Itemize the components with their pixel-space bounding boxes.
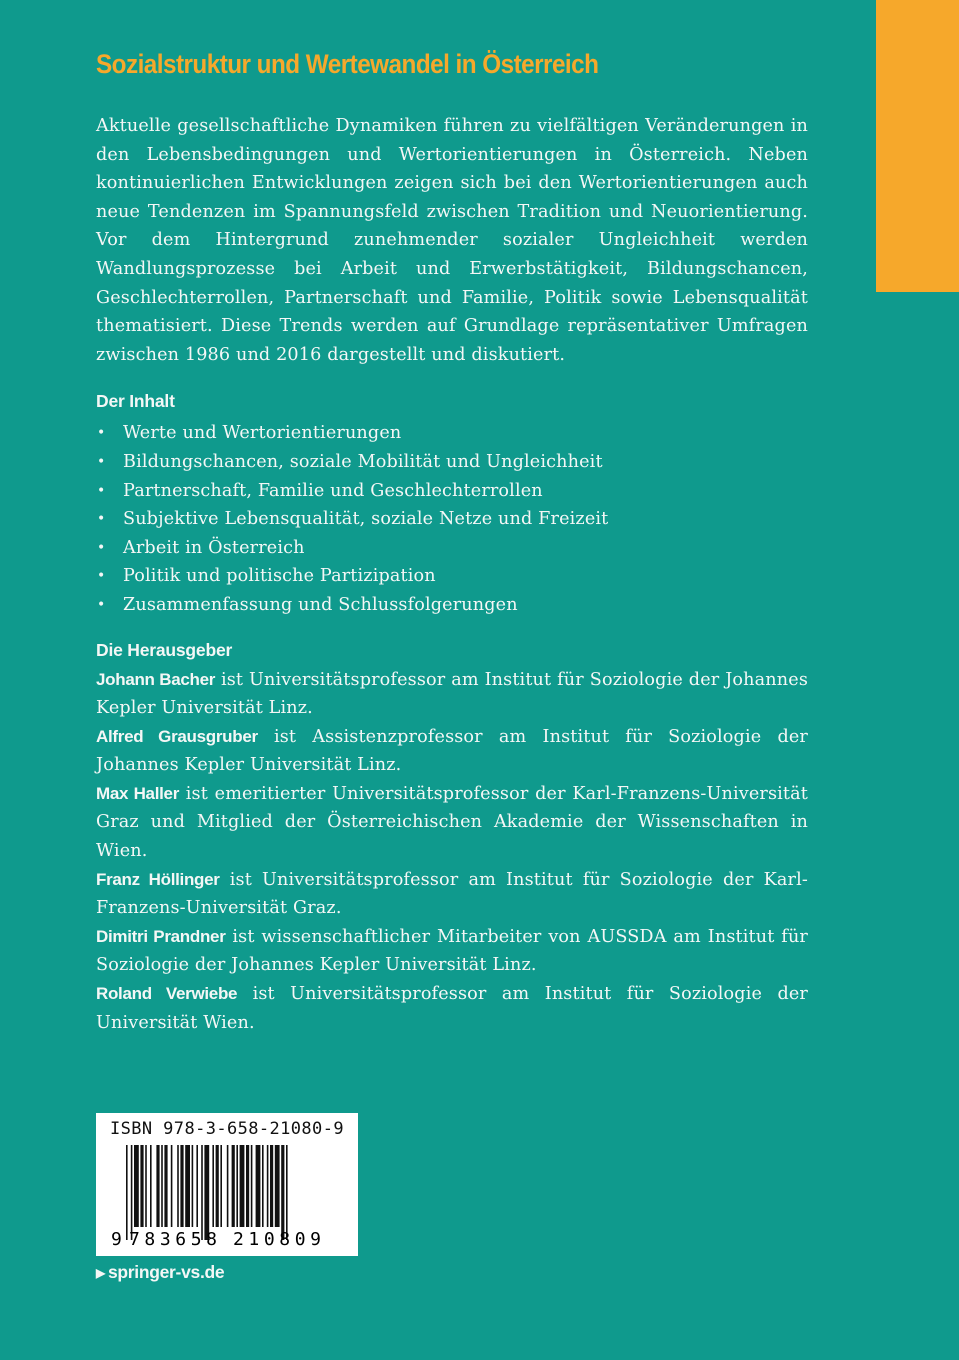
intro-paragraph: Aktuelle gesellschaftliche Dynamiken führen zu vielfältigen Veränderungen in den Lebensbedingungen und Wertorientierungen in Österreich. Neben kontinuierlichen Entwicklungen zeigen sich bei den Wertorientierungen auch neue Tendenzen im Spannungsfeld zwischen Tradition und Neuorientierung. Vor dem Hintergrund zunehmender sozialer Ungleichheit werden Wandlungsprozesse bei Arbeit und Erwerbstätigkeit, Bildungschancen, Geschlechterrollen, Partnerschaft und Familie, Politik sowie Lebensqualität thematisiert. Diese Trends werden auf Grundlage repräsentativer Umfragen zwischen 1986 und 2016 dargestellt und diskutiert. bbox=[96, 116, 808, 365]
editor-name: Alfred Grausgruber bbox=[96, 726, 258, 746]
editor-bio bbox=[96, 666, 808, 723]
editor-description: ist Assistenzprofessor am Institut für Soziologie der Johannes Kepler Universität Linz. bbox=[96, 726, 808, 776]
bullet-icon: • bbox=[97, 539, 106, 556]
bullet-icon: • bbox=[97, 568, 106, 585]
barcode-bar bbox=[180, 1145, 183, 1227]
editor-description: ist Universitätsprofessor am Institut für Soziologie der Johannes Kepler Universität Linz. bbox=[96, 669, 809, 719]
contents-heading: Der Inhalt bbox=[96, 391, 175, 412]
bullet-icon: • bbox=[97, 482, 106, 499]
list-item bbox=[96, 534, 808, 563]
barcode-bar bbox=[131, 1145, 133, 1240]
barcode-bar bbox=[156, 1145, 159, 1227]
editor-bio bbox=[96, 723, 808, 780]
editor-name: Johann Bacher bbox=[96, 669, 216, 689]
list-item-text: Werte und Wertorientierungen bbox=[123, 423, 402, 444]
barcode-bar bbox=[185, 1145, 190, 1227]
list-item bbox=[96, 477, 808, 506]
barcode-bar bbox=[236, 1145, 238, 1227]
arrow-right-icon: ▶ bbox=[96, 1266, 105, 1280]
editor-description: ist wissenschaftlicher Mitarbeiter von AUSSDA am Institut für Soziologie der Johannes Kepler Universität Linz. bbox=[96, 926, 808, 976]
barcode-bar bbox=[140, 1145, 143, 1227]
barcode-bar bbox=[246, 1145, 249, 1227]
editor-name: Dimitri Prandner bbox=[96, 926, 226, 946]
barcode-bar bbox=[267, 1145, 269, 1227]
bullet-icon: • bbox=[97, 511, 106, 528]
editor-description: ist Universitätsprofessor am Institut für Soziologie der Universität Wien. bbox=[96, 984, 808, 1033]
barcode-bar bbox=[161, 1145, 163, 1227]
barcode-bar bbox=[204, 1145, 209, 1240]
barcode-bar bbox=[262, 1145, 264, 1227]
barcode-bar bbox=[256, 1145, 261, 1227]
barcode-digit-lead: 9 bbox=[111, 1229, 122, 1250]
barcode-bar bbox=[281, 1145, 284, 1240]
bullet-icon: • bbox=[97, 425, 106, 442]
book-title: Sozialstruktur und Wertewandel in Österreich bbox=[96, 49, 599, 79]
isbn-barcode bbox=[96, 1113, 358, 1256]
list-item bbox=[96, 591, 808, 620]
barcode-bar bbox=[286, 1145, 288, 1240]
editor-description: ist emeritierter Universitätsprofessor der Karl-Franzens-Universität Graz und Mitglied der Österreichischen Akademie der Wissenschaften in Wien. bbox=[96, 783, 809, 862]
list-item-text: Zusammenfassung und Schlussfolgerungen bbox=[123, 594, 518, 615]
barcode-bar bbox=[192, 1145, 194, 1227]
barcode-bar bbox=[275, 1145, 280, 1227]
editor-bio bbox=[96, 780, 808, 866]
barcode-bar bbox=[177, 1145, 179, 1227]
publisher-url: springer-vs.de bbox=[107, 1262, 225, 1282]
barcode-bar bbox=[240, 1145, 245, 1227]
barcode-bar bbox=[145, 1145, 147, 1227]
editor-bio bbox=[96, 980, 808, 1037]
list-item bbox=[96, 562, 808, 591]
publisher-link[interactable] bbox=[96, 1262, 224, 1283]
list-item-text: Partnerschaft, Familie und Geschlechterrollen bbox=[123, 480, 543, 501]
editors-heading: Die Herausgeber bbox=[96, 639, 233, 660]
barcode-bar bbox=[220, 1145, 222, 1227]
barcode-bar bbox=[171, 1145, 173, 1227]
accent-bar bbox=[876, 0, 959, 292]
barcode-bar bbox=[270, 1145, 273, 1227]
list-item bbox=[96, 505, 808, 534]
barcode-digits-right: 210809 bbox=[233, 1229, 321, 1250]
barcode-image bbox=[96, 1113, 358, 1256]
list-item-text: Arbeit in Österreich bbox=[123, 537, 305, 558]
editor-name: Max Haller bbox=[96, 783, 180, 803]
list-item bbox=[96, 448, 808, 477]
barcode-bar bbox=[212, 1145, 214, 1227]
bullet-icon: • bbox=[97, 453, 106, 470]
barcode-bar bbox=[164, 1145, 167, 1227]
barcode-bar bbox=[201, 1145, 203, 1240]
barcode-digits-left: 783658 bbox=[129, 1229, 217, 1250]
list-item-text: Bildungschancen, soziale Mobilität und Ungleichheit bbox=[123, 451, 603, 472]
barcode-bar bbox=[134, 1145, 139, 1227]
list-item-text: Subjektive Lebensqualität, soziale Netze und Freizeit bbox=[123, 509, 609, 530]
barcode-bar bbox=[150, 1145, 152, 1227]
contents-list bbox=[96, 419, 808, 619]
barcode-bar bbox=[232, 1145, 235, 1227]
barcode-bar bbox=[196, 1145, 198, 1227]
editor-name: Roland Verwiebe bbox=[96, 984, 238, 1004]
barcode-bar bbox=[126, 1145, 128, 1240]
list-item-text: Politik und politische Partizipation bbox=[123, 566, 436, 587]
list-item bbox=[96, 419, 808, 448]
bullet-icon: • bbox=[97, 596, 106, 613]
editor-bio bbox=[96, 866, 808, 923]
barcode-bar bbox=[227, 1145, 229, 1227]
back-cover-content bbox=[96, 46, 808, 1037]
barcode-bar bbox=[251, 1145, 253, 1227]
editor-bio bbox=[96, 923, 808, 980]
barcode-bar bbox=[216, 1145, 219, 1227]
isbn-number: ISBN 978-3-658-21080-9 bbox=[110, 1119, 344, 1139]
editor-name: Franz Höllinger bbox=[96, 869, 220, 889]
editor-description: ist Universitätsprofessor am Institut für Soziologie der Karl-Franzens-Universität Graz. bbox=[96, 869, 808, 919]
